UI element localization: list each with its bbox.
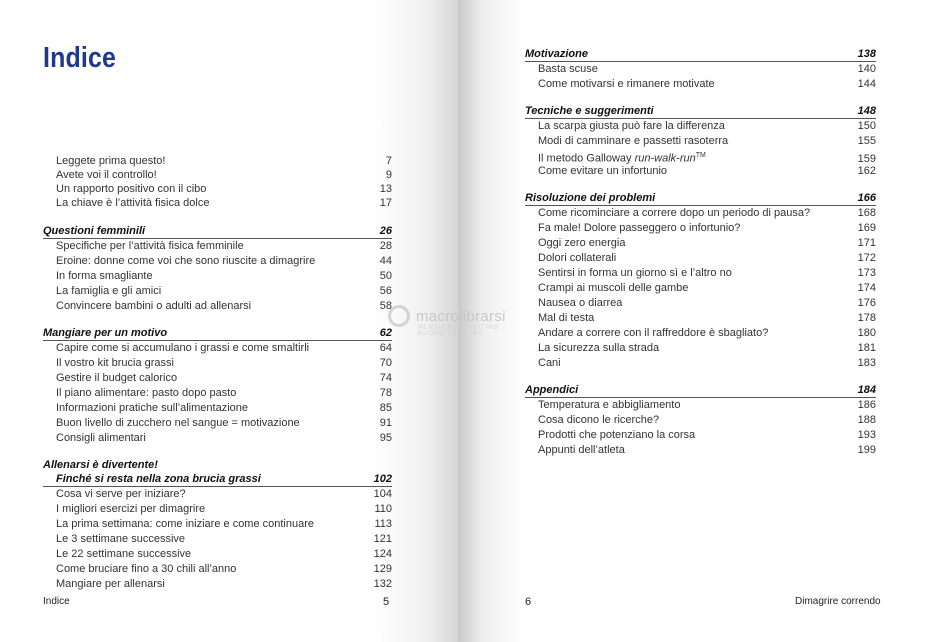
toc-entry-label: La scarpa giusta può fare la differenza [538, 120, 725, 132]
toc-entry-label: Il vostro kit brucia grassi [56, 357, 174, 369]
toc-entry [525, 398, 876, 413]
toc-entry-page: 183 [857, 357, 876, 369]
toc-entry [525, 119, 876, 134]
toc-section-motivazione [525, 47, 876, 92]
toc-entry-label: Convincere bambini o adulti ad allenarsi [56, 300, 252, 312]
watermark-tagline: PENSIERO POSITIVO · BUONE LETTURE [418, 325, 506, 337]
toc-entry [525, 251, 876, 266]
toc-entry [43, 168, 392, 182]
toc-entry [525, 149, 876, 164]
toc-section-page: 62 [379, 327, 392, 339]
toc-subsection-title: Finché si resta nella zona brucia grassi [56, 473, 261, 485]
toc-entry-label: Cosa vi serve per iniziare? [56, 488, 186, 500]
toc-section-appendici [525, 383, 876, 458]
toc-entry [525, 326, 876, 341]
toc-entry-page: 144 [857, 78, 876, 90]
toc-entry [43, 196, 392, 210]
toc-section-heading [525, 104, 876, 119]
toc-entry-page: 178 [857, 312, 876, 324]
toc-entry [43, 371, 392, 386]
toc-entry-page: 110 [374, 503, 392, 515]
toc-entry [525, 62, 876, 77]
footer-left-page-number: 5 [383, 596, 390, 608]
toc-entry-label: Basta scuse [538, 63, 598, 75]
toc-entry-label: Il piano alimentare: pasto dopo pasto [56, 387, 237, 399]
toc-entry [43, 517, 392, 532]
toc-entry-page: 132 [373, 578, 392, 590]
toc-entry-label: Gestire il budget calorico [56, 372, 178, 384]
toc-entry-label: Consigli alimentari [56, 432, 146, 444]
toc-entry-label: Come evitare un infortunio [538, 165, 668, 177]
toc-entry-page: 78 [379, 387, 392, 399]
toc-entry-page: 155 [857, 135, 876, 147]
toc-section-heading [43, 458, 392, 472]
toc-entry-label: Un rapporto positivo con il cibo [56, 183, 207, 195]
toc-entry [43, 416, 392, 431]
toc-section-title: Tecniche e suggerimenti [525, 105, 654, 117]
toc-entry-page: 199 [857, 444, 876, 456]
toc-entry [525, 164, 876, 179]
toc-entry [525, 221, 876, 236]
toc-entry-page: 186 [857, 399, 876, 411]
toc-entry [525, 428, 876, 443]
toc-entry-page: 140 [857, 63, 876, 75]
toc-entry-label: Le 3 settimane successive [56, 533, 186, 545]
toc-section-page: 166 [857, 192, 876, 204]
toc-entry [43, 239, 392, 254]
toc-section-heading [43, 326, 392, 341]
toc-entry-label: Cosa dicono le ricerche? [538, 414, 660, 426]
toc-entry-page: 174 [857, 282, 876, 294]
toc-entry-page: 124 [373, 548, 392, 560]
toc-entry-page: 50 [379, 270, 392, 282]
toc-entry-page: 58 [379, 300, 392, 312]
toc-entry-label: Come motivarsi e rimanere motivate [538, 78, 715, 90]
toc-entry [43, 562, 392, 577]
toc-entry-label: Crampi ai muscoli delle gambe [538, 282, 689, 294]
toc-entry-page: 168 [857, 207, 876, 219]
toc-entry-page: 85 [379, 402, 392, 414]
toc-entry [43, 401, 392, 416]
toc-entry [525, 266, 876, 281]
toc-entry [525, 443, 876, 458]
toc-entry [525, 341, 876, 356]
toc-entry-page: 180 [857, 327, 876, 339]
toc-entry-label: La chiave è l’attività fisica dolce [56, 197, 210, 209]
toc-entry-label: Eroine: donne come voi che sono riuscite a dimagrire [56, 255, 316, 267]
toc-entry-label: Come bruciare fino a 30 chili all’anno [56, 563, 237, 575]
toc-entry [525, 77, 876, 92]
toc-entry [43, 577, 392, 592]
toc-entry-page: 17 [379, 197, 392, 209]
toc-entry [525, 236, 876, 251]
toc-entry-label: Buon livello di zucchero nel sangue = motivazione [56, 417, 300, 429]
toc-entry-label: Cani [538, 357, 561, 369]
toc-entry-label: Capire come si accumulano i grassi e come smaltirli [56, 342, 310, 354]
toc-entry-page: 159 [857, 152, 876, 165]
right-page [458, 0, 928, 642]
toc-entry-label: Modi di camminare e passetti rasoterra [538, 135, 729, 147]
toc-entry-page: 64 [379, 342, 392, 354]
toc-entry-page: 188 [857, 414, 876, 426]
toc-entry-label: Leggete prima questo! [56, 155, 166, 167]
toc-entry [43, 299, 392, 314]
toc-entry [525, 296, 876, 311]
toc-entry [43, 502, 392, 517]
toc-entry-label: I migliori esercizi per dimagrire [56, 503, 206, 515]
toc-right [525, 47, 876, 470]
toc-subsection-page: 102 [373, 473, 392, 485]
toc-section-title: Allenarsi è divertente! [43, 459, 158, 471]
toc-section-heading [43, 224, 392, 239]
toc-entry-label: Mangiare per allenarsi [56, 578, 165, 590]
toc-entry-label: Informazioni pratiche sull’alimentazione [56, 402, 248, 414]
toc-entry-label: In forma smagliante [56, 270, 153, 282]
toc-section-title: Motivazione [525, 48, 588, 60]
toc-section-title: Questioni femminili [43, 225, 146, 237]
toc-section-allenarsi [43, 458, 392, 592]
toc-entry-page: 176 [857, 297, 876, 309]
toc-entry-label: Come ricominciare a correre dopo un periodo di pausa? [538, 207, 811, 219]
toc-entry-page: 113 [374, 518, 392, 530]
toc-section-page: 26 [379, 225, 392, 237]
toc-entry-label: Dolori collaterali [538, 252, 617, 264]
toc-entry-page: 171 [857, 237, 876, 249]
toc-entry-page: 95 [379, 432, 392, 444]
toc-entry-label: La famiglia e gli amici [56, 285, 162, 297]
toc-entry-page: 173 [857, 267, 876, 279]
toc-entry-page: 28 [379, 240, 392, 252]
toc-entry-page: 91 [379, 417, 392, 429]
toc-entry-page: 9 [385, 169, 392, 181]
toc-entry-page: 162 [857, 165, 876, 177]
toc-entry-label: La sicurezza sulla strada [538, 342, 660, 354]
toc-entry-page: 169 [857, 222, 876, 234]
toc-entry [43, 269, 392, 284]
toc-entry [43, 532, 392, 547]
toc-entry-label: Nausea o diarrea [538, 297, 623, 309]
toc-entry-page: 56 [379, 285, 392, 297]
toc-entry [525, 311, 876, 326]
toc-section-title: Appendici [525, 384, 579, 396]
toc-section-mangiare [43, 326, 392, 446]
toc-section-heading [525, 191, 876, 206]
toc-section-page: 138 [857, 48, 876, 60]
toc-section-page: 184 [857, 384, 876, 396]
toc-entry [43, 254, 392, 269]
toc-section-heading [525, 383, 876, 398]
toc-entry-label: Andare a correre con il raffreddore è sbagliato? [538, 327, 769, 339]
footer-right-label: Dimagrire correndo [795, 596, 881, 607]
toc-entry [43, 386, 392, 401]
toc-section-page: 148 [857, 105, 876, 117]
toc-entry-label: Appunti dell’atleta [538, 444, 625, 456]
toc-entry-label: Prodotti che potenziano la corsa [538, 429, 696, 441]
toc-entry-page: 121 [373, 533, 392, 545]
toc-entry-page: 150 [857, 120, 876, 132]
toc-entry [525, 356, 876, 371]
left-page [0, 0, 458, 642]
footer-right-page-number: 6 [525, 596, 532, 608]
toc-entry-label: Specifiche per l’attività fisica femminile [56, 240, 244, 252]
toc-entry-page: 70 [379, 357, 392, 369]
toc-subsection-heading [43, 472, 392, 487]
toc-entry [525, 206, 876, 221]
trademark-mark: TM [695, 152, 706, 159]
toc-entry-page: 181 [857, 342, 876, 354]
toc-entry [525, 281, 876, 296]
toc-entry-page: 44 [379, 255, 392, 267]
toc-entry-label: La prima settimana: come iniziare e come continuare [56, 518, 315, 530]
toc-entry [43, 154, 392, 168]
toc-entry [525, 413, 876, 428]
toc-entry [43, 284, 392, 299]
toc-section-questioni-femminili [43, 224, 392, 314]
toc-entry-page: 13 [379, 183, 392, 195]
toc-entry [43, 487, 392, 502]
toc-entry-label: Mal di testa [538, 312, 595, 324]
toc-section-title: Mangiare per un motivo [43, 327, 168, 339]
toc-section-title: Risoluzione dei problemi [525, 192, 656, 204]
toc-entry [43, 182, 392, 196]
toc-entry-label: Avete voi il controllo! [56, 169, 157, 181]
toc-entry-label: Temperatura e abbigliamento [538, 399, 681, 411]
toc-entry-page: 129 [373, 563, 392, 575]
toc-entry [525, 134, 876, 149]
toc-entry-page: 104 [373, 488, 392, 500]
toc-entry-label: Le 22 settimane successive [56, 548, 192, 560]
toc-entry-label-italic: run-walk-run [634, 152, 696, 165]
toc-entry-page: 172 [857, 252, 876, 264]
watermark-brand: macrolibrarsi [416, 307, 506, 325]
toc-entry-page: 193 [857, 429, 876, 441]
footer-left-label: Indice [43, 596, 70, 607]
toc-section-heading [525, 47, 876, 62]
toc-entry-page: 7 [385, 155, 392, 167]
toc-entry [43, 431, 392, 446]
toc-entry-page: 74 [379, 372, 392, 384]
toc-intro-group [43, 154, 392, 210]
toc-entry-label: Oggi zero energia [538, 237, 626, 249]
toc-section-risoluzione [525, 191, 876, 371]
toc-left [43, 154, 392, 604]
toc-entry [43, 341, 392, 356]
toc-entry-label: Sentirsi in forma un giorno sì e l’altro no [538, 267, 732, 279]
toc-entry [43, 547, 392, 562]
page-title: Indice [43, 42, 117, 74]
toc-section-tecniche [525, 104, 876, 179]
toc-entry [43, 356, 392, 371]
toc-entry-label-prefix: Il metodo Galloway [538, 152, 635, 165]
toc-entry-label: Fa male! Dolore passeggero o infortunio? [538, 222, 741, 234]
